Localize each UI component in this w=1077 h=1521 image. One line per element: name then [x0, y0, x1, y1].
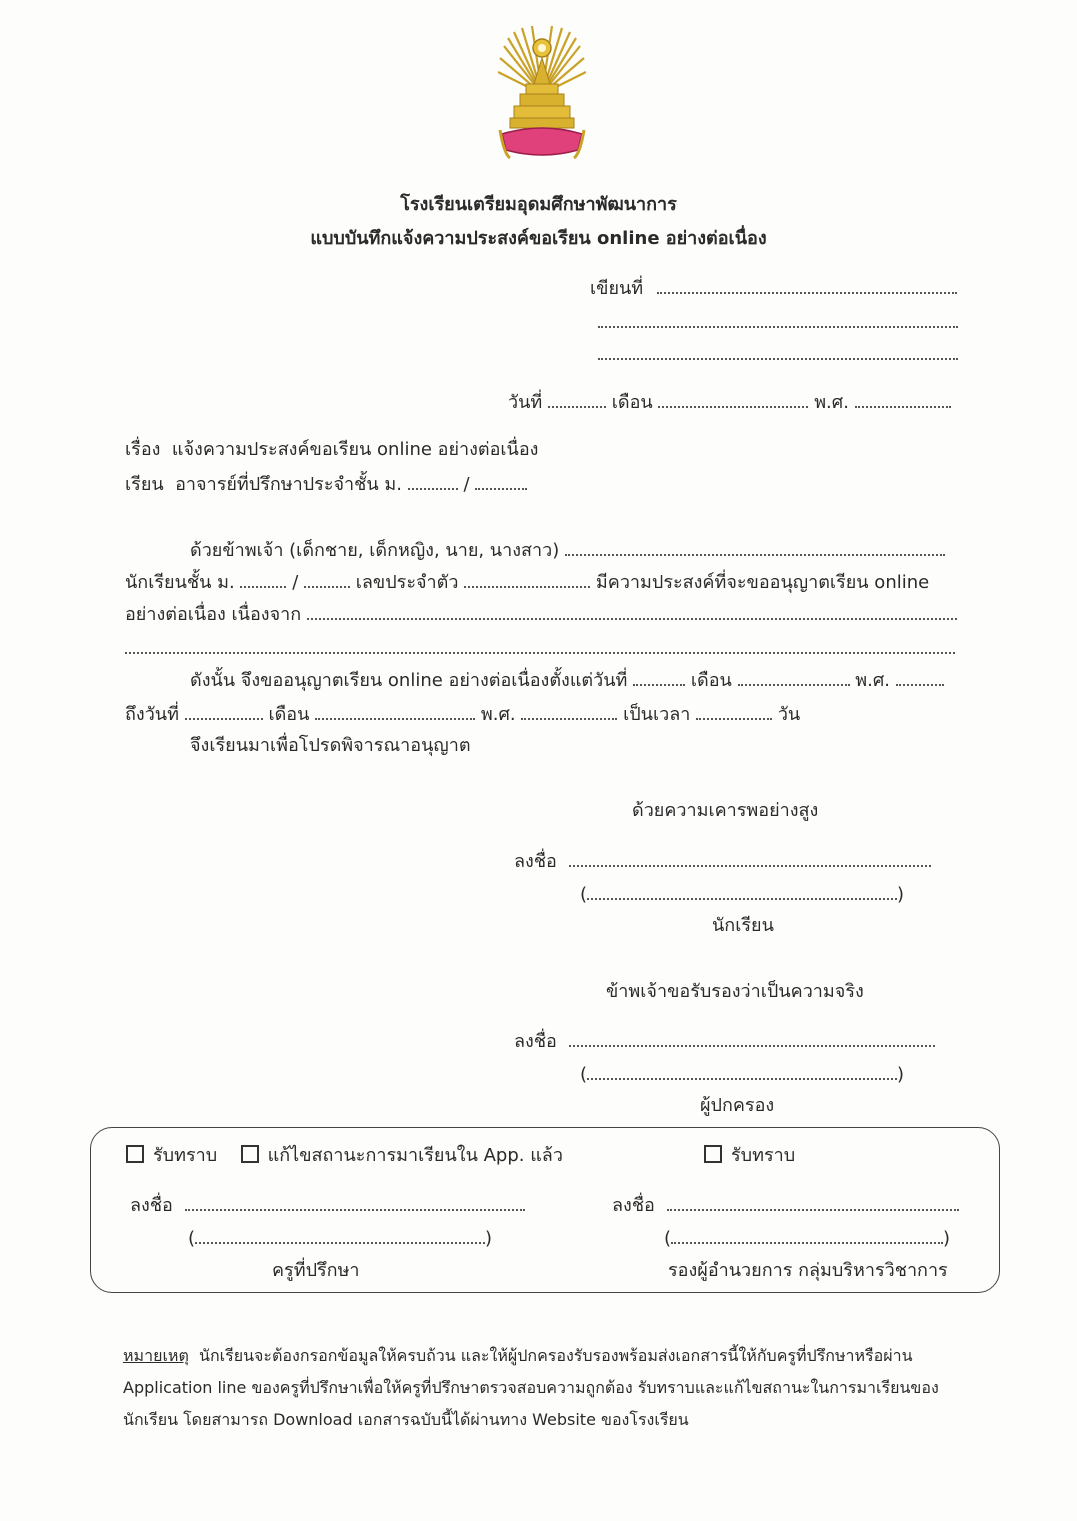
- month-label: เดือน: [611, 392, 653, 413]
- deputy-signature-field[interactable]: [667, 1193, 959, 1211]
- subject-row: [125, 438, 538, 462]
- start-year-field[interactable]: [896, 668, 944, 686]
- date-row: [508, 390, 951, 415]
- student-printed-name-field[interactable]: [587, 882, 897, 900]
- ack-checkbox[interactable]: [126, 1145, 144, 1163]
- grade-field[interactable]: [240, 570, 286, 588]
- parent-signature-field[interactable]: [569, 1029, 935, 1047]
- note-line-1: หมายเหตุ นักเรียนจะต้องกรอกข้อมูลให้ครบถ้วน และให้ผู้ปกครองรับรองพร้อมส่งเอกสารนี้ให้กับครูที่ปรึกษาหรือผ่าน: [123, 1346, 913, 1365]
- advisor-printed-name-field[interactable]: [195, 1226, 485, 1244]
- student-role: นักเรียน: [712, 915, 774, 936]
- subject-text: แจ้งความประสงค์ขอเรียน online อย่างต่อเนื่อง: [171, 439, 539, 460]
- ack-right-row: [704, 1144, 795, 1168]
- student-id-field[interactable]: [464, 570, 590, 588]
- year-field[interactable]: [855, 390, 951, 408]
- fixed-status-label: แก้ไขสถานะการมาเรียนใน App. แล้ว: [267, 1145, 563, 1166]
- start-day-field[interactable]: [633, 668, 685, 686]
- address-line-3-field[interactable]: [598, 342, 958, 360]
- body-line-7: จึงเรียนมาเพื่อโปรดพิจารณาอนุญาต: [190, 735, 471, 756]
- form-title: แบบบันทึกแจ้งความประสงค์ขอเรียน online อย่างต่อเนื่อง: [310, 228, 767, 249]
- written-at-field[interactable]: [657, 276, 957, 294]
- student-signature-field[interactable]: [569, 849, 931, 867]
- advisor-name-paren: ( ): [188, 1228, 493, 1249]
- student-sign-row: [514, 849, 931, 874]
- deputy-name-paren: ( ): [664, 1228, 951, 1249]
- to-text: อาจารย์ที่ปรึกษาประจำชั้น ม.: [175, 474, 402, 495]
- end-day-field[interactable]: [185, 702, 263, 720]
- ack-right-label: รับทราบ: [731, 1145, 796, 1166]
- day-label: วันที่: [508, 392, 543, 413]
- body-line-6: ถึงวันที่ เดือน พ.ศ. เป็นเวลา วัน: [125, 704, 801, 725]
- subject-label: เรื่อง: [125, 439, 161, 460]
- day-field[interactable]: [548, 390, 606, 408]
- body-line-5: ดังนั้น จึงขออนุญาตเรียน online อย่างต่อเนื่องตั้งแต่วันที่ เดือน พ.ศ.: [190, 668, 944, 693]
- to-row: เรียน อาจารย์ที่ปรึกษาประจำชั้น ม. /: [125, 472, 527, 497]
- regards-text: ด้วยความเคารพอย่างสูง: [632, 800, 819, 821]
- parent-name-paren: ( ): [580, 1064, 905, 1085]
- year-label: พ.ศ.: [814, 392, 849, 413]
- deputy-printed-name-field[interactable]: [671, 1226, 943, 1244]
- advisor-role: ครูที่ปรึกษา: [272, 1260, 360, 1281]
- school-name: โรงเรียนเตรียมอุดมศึกษาพัฒนาการ: [400, 194, 677, 215]
- fixed-status-checkbox[interactable]: [241, 1145, 259, 1163]
- class-room-field[interactable]: [475, 472, 527, 490]
- month-field[interactable]: [658, 390, 808, 408]
- sign-label: ลงชื่อ: [514, 851, 557, 872]
- deputy-sign-row: ลงชื่อ: [612, 1193, 959, 1218]
- end-year-field[interactable]: [521, 702, 617, 720]
- reason-line-2-field[interactable]: [125, 636, 955, 654]
- end-month-field[interactable]: [315, 702, 475, 720]
- parent-sign-row: ลงชื่อ: [514, 1029, 935, 1054]
- deputy-role: รองผู้อำนวยการ กลุ่มบริหารวิชาการ: [668, 1260, 948, 1281]
- to-label: เรียน: [125, 474, 164, 495]
- certify-text: ข้าพเจ้าขอรับรองว่าเป็นความจริง: [606, 981, 864, 1002]
- duration-field[interactable]: [696, 702, 772, 720]
- note-line-2: Application line ของครูที่ปรึกษาเพื่อให้ครูที่ปรึกษาตรวจสอบความถูกต้อง รับทราบและแก้ไขสถานะในการมาเรียนของ: [123, 1378, 939, 1397]
- body-line-2: นักเรียนชั้น ม. / เลขประจำตัว มีความประสงค์ที่จะขออนุญาตเรียน online: [125, 572, 930, 593]
- body-line-3: อย่างต่อเนื่อง เนื่องจาก: [125, 602, 957, 627]
- advisor-signature-field[interactable]: [185, 1193, 525, 1211]
- parent-printed-name-field[interactable]: [587, 1062, 897, 1080]
- student-name-paren: ( ): [580, 884, 905, 905]
- note-label: หมายเหตุ: [123, 1346, 189, 1365]
- start-month-field[interactable]: [738, 668, 850, 686]
- body-line-1: ด้วยข้าพเจ้า (เด็กชาย, เด็กหญิง, นาย, นางสาว): [190, 538, 945, 563]
- address-line-2-field[interactable]: [598, 310, 958, 328]
- room-field[interactable]: [304, 570, 350, 588]
- parent-role: ผู้ปกครอง: [700, 1095, 775, 1116]
- ack-row: [126, 1144, 563, 1168]
- written-at-row: [590, 276, 957, 301]
- note-line-3: นักเรียน โดยสามารถ Download เอกสารฉบับนี้ได้ผ่านทาง Website ของโรงเรียน: [123, 1410, 689, 1429]
- written-at-label: เขียนที่: [590, 278, 644, 299]
- student-name-field[interactable]: [565, 538, 945, 556]
- advisor-sign-row: ลงชื่อ: [130, 1193, 525, 1218]
- ack-right-checkbox[interactable]: [704, 1145, 722, 1163]
- class-level-field[interactable]: [408, 472, 458, 490]
- school-emblem-icon: [498, 26, 586, 166]
- reason-field[interactable]: [307, 602, 957, 620]
- ack-label: รับทราบ: [153, 1145, 218, 1166]
